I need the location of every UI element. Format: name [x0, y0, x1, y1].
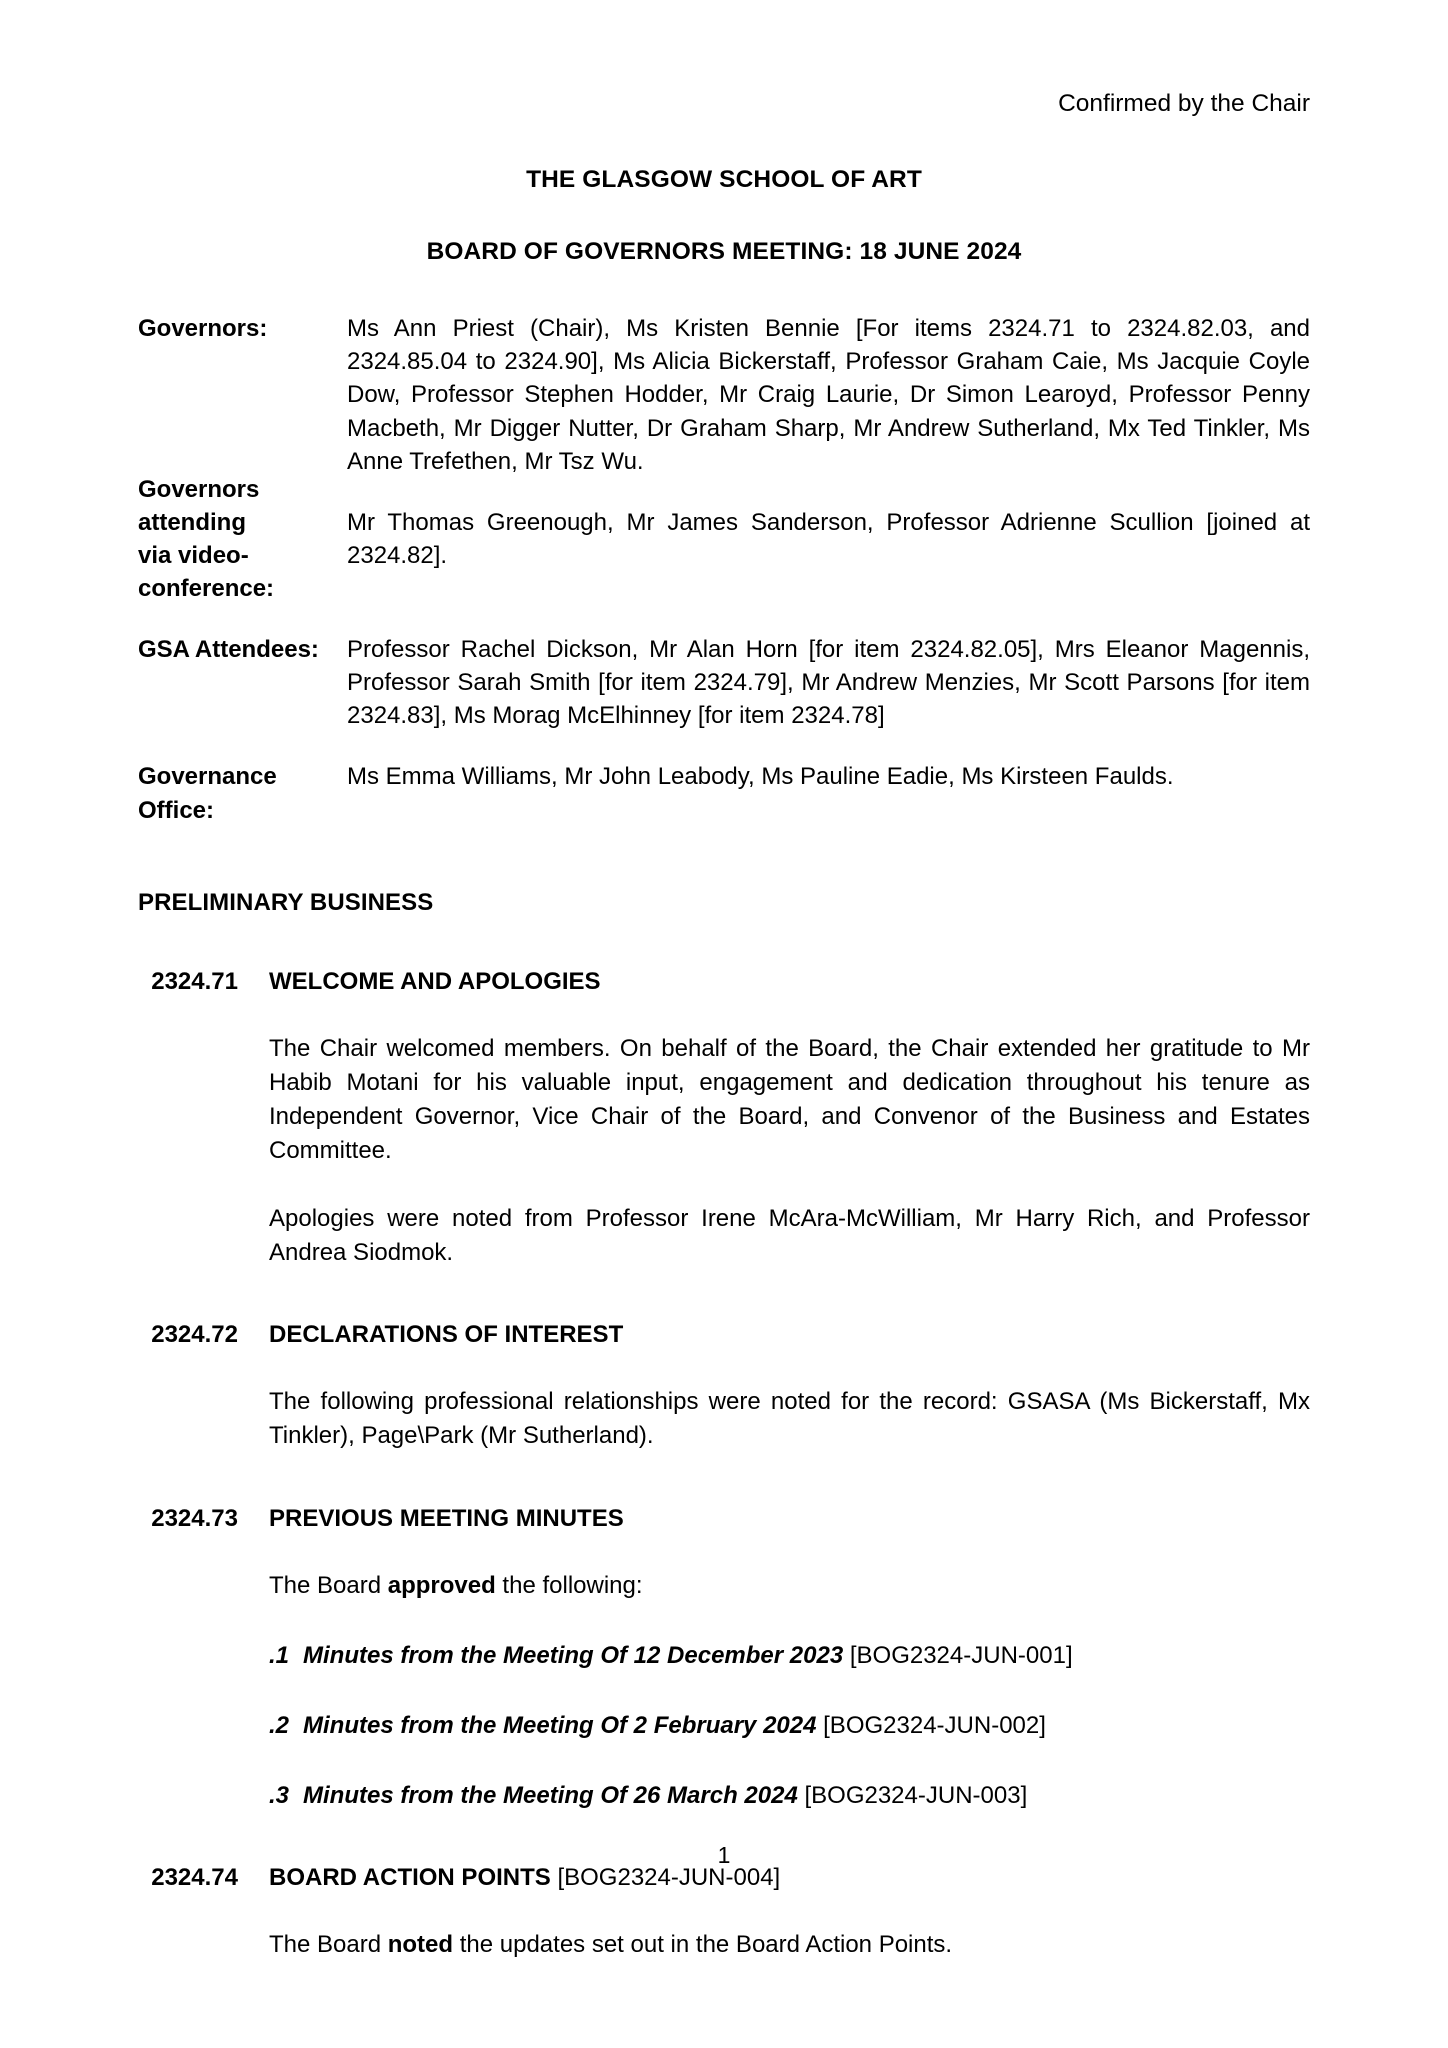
- minutes-item-title: Minutes from the Meeting Of 26 March 2024: [303, 1781, 798, 1809]
- action-points-after: the updates set out in the Board Action Points.: [453, 1931, 953, 1959]
- minutes-item-number: .3: [269, 1781, 290, 1809]
- minutes-item-number: .2: [269, 1711, 290, 1739]
- attendee-row-governance-office: [138, 760, 1310, 826]
- minutes-item-text: [303, 1779, 1310, 1813]
- governors-label: Governors:: [138, 315, 268, 343]
- agenda-item-number: 2324.74: [151, 1863, 238, 1891]
- agenda-item-number: 2324.71: [151, 967, 238, 995]
- previous-minutes-lead-in: [269, 1569, 1310, 1603]
- organisation-title: THE GLASGOW SCHOOL OF ART: [526, 166, 922, 194]
- minutes-item-ref: [BOG2324-JUN-001]: [849, 1641, 1073, 1669]
- video-conference-label-line1: Governors attending: [138, 475, 260, 536]
- governance-office-label: Governance Office:: [138, 763, 277, 824]
- lead-in-before: The Board: [269, 1571, 388, 1599]
- video-conference-label: [138, 473, 343, 605]
- agenda-item-number: 2324.72: [151, 1321, 238, 1349]
- section-heading-preliminary-business: PRELIMINARY BUSINESS: [138, 888, 434, 916]
- agenda-item-welcome: [138, 965, 1310, 998]
- minutes-item-ref: [BOG2324-JUN-002]: [823, 1711, 1046, 1739]
- governors-value: Ms Ann Priest (Chair), Ms Kristen Bennie [For items 2324.71 to 2324.82.03, and 2324.85.04 to 2324.90], Ms Alicia Bickerstaff, Professor Graham Caie, Ms Jacquie Coyle Dow, Professor Stephen Hodder, Mr Craig Laurie, Dr Simon Learoyd, Professor Penny Macbeth, Mr Digger Nutter, Dr Graham Sharp, Mr Andrew Sutherland, Mx Ted Tinkler, Ms Anne Trefethen, Mr Tsz Wu.: [347, 315, 1310, 475]
- agenda-item-declarations: [138, 1318, 1310, 1351]
- welcome-paragraph-1: The Chair welcomed members. On behalf of the Board, the Chair extended her gratitude to Mr Habib Motani for his valuable input, engagement and dedication throughout his tenure as Independent Governor, Vice Chair of the Board, and Convenor of the Business and Estates Committee.: [269, 1034, 1310, 1165]
- minutes-list-item: [269, 1709, 1310, 1743]
- attendees-block: [138, 312, 1310, 827]
- welcome-paragraph-2: Apologies were noted from Professor Irene McAra-McWilliam, Mr Harry Rich, and Professor Andrea Siodmok.: [269, 1205, 1310, 1267]
- minutes-list-item: [269, 1779, 1310, 1813]
- lead-in-bold: approved: [387, 1571, 496, 1599]
- minutes-item-title: Minutes from the Meeting Of 2 February 2024: [303, 1711, 817, 1739]
- page-number: 1: [717, 1842, 731, 1868]
- lead-in-after: the following:: [495, 1571, 643, 1599]
- action-points-bold: noted: [387, 1931, 454, 1959]
- meeting-title: BOARD OF GOVERNORS MEETING: 18 JUNE 2024: [426, 238, 1022, 266]
- minutes-item-text: [303, 1709, 1310, 1743]
- minutes-item-title: Minutes from the Meeting Of 12 December 2023: [303, 1641, 844, 1669]
- attendee-row-gsa: [138, 633, 1310, 732]
- agenda-item-title: PREVIOUS MEETING MINUTES: [269, 1504, 624, 1532]
- agenda-item-number: 2324.73: [151, 1504, 238, 1532]
- minutes-list-item: [269, 1639, 1310, 1673]
- minutes-item-number: .1: [269, 1641, 290, 1669]
- attendee-row-governors: [138, 312, 1310, 478]
- minutes-item-text: [303, 1639, 1310, 1673]
- action-points-paragraph: [269, 1928, 1310, 1962]
- declarations-paragraph: The following professional relationships were noted for the record: GSASA (Ms Bickerstaff, Mx Tinkler), Page\Park (Mr Sutherland).: [269, 1388, 1310, 1450]
- gsa-attendees-value: Professor Rachel Dickson, Mr Alan Horn [for item 2324.82.05], Mrs Eleanor Magennis, Professor Sarah Smith [for item 2324.79], Mr Andrew Menzies, Mr Scott Parsons [for item 2324.83], Ms Morag McElhinney [for item 2324.78]: [347, 636, 1310, 730]
- agenda-item-title: WELCOME AND APOLOGIES: [269, 967, 601, 995]
- governance-office-value: Ms Emma Williams, Mr John Leabody, Ms Pauline Eadie, Ms Kirsteen Faulds.: [347, 763, 1174, 791]
- agenda-item-title: DECLARATIONS OF INTEREST: [269, 1321, 624, 1349]
- action-points-before: The Board: [269, 1931, 388, 1959]
- agenda-item-previous-minutes: [138, 1502, 1310, 1535]
- video-conference-label-line2: via video-conference:: [138, 541, 275, 603]
- agenda-item-ref: [BOG2324-JUN-004]: [557, 1863, 781, 1891]
- agenda-item-title-text: BOARD ACTION POINTS: [269, 1863, 551, 1891]
- attendee-row-video-conference: [138, 475, 1310, 605]
- page-content: [138, 0, 1310, 1962]
- minutes-item-ref: [BOG2324-JUN-003]: [804, 1781, 1028, 1809]
- gsa-attendees-label: GSA Attendees:: [138, 636, 319, 664]
- confirmation-note: Confirmed by the Chair: [1058, 90, 1310, 117]
- video-conference-value: Mr Thomas Greenough, Mr James Sanderson, Professor Adrienne Scullion [joined at 2324.82].: [347, 508, 1310, 569]
